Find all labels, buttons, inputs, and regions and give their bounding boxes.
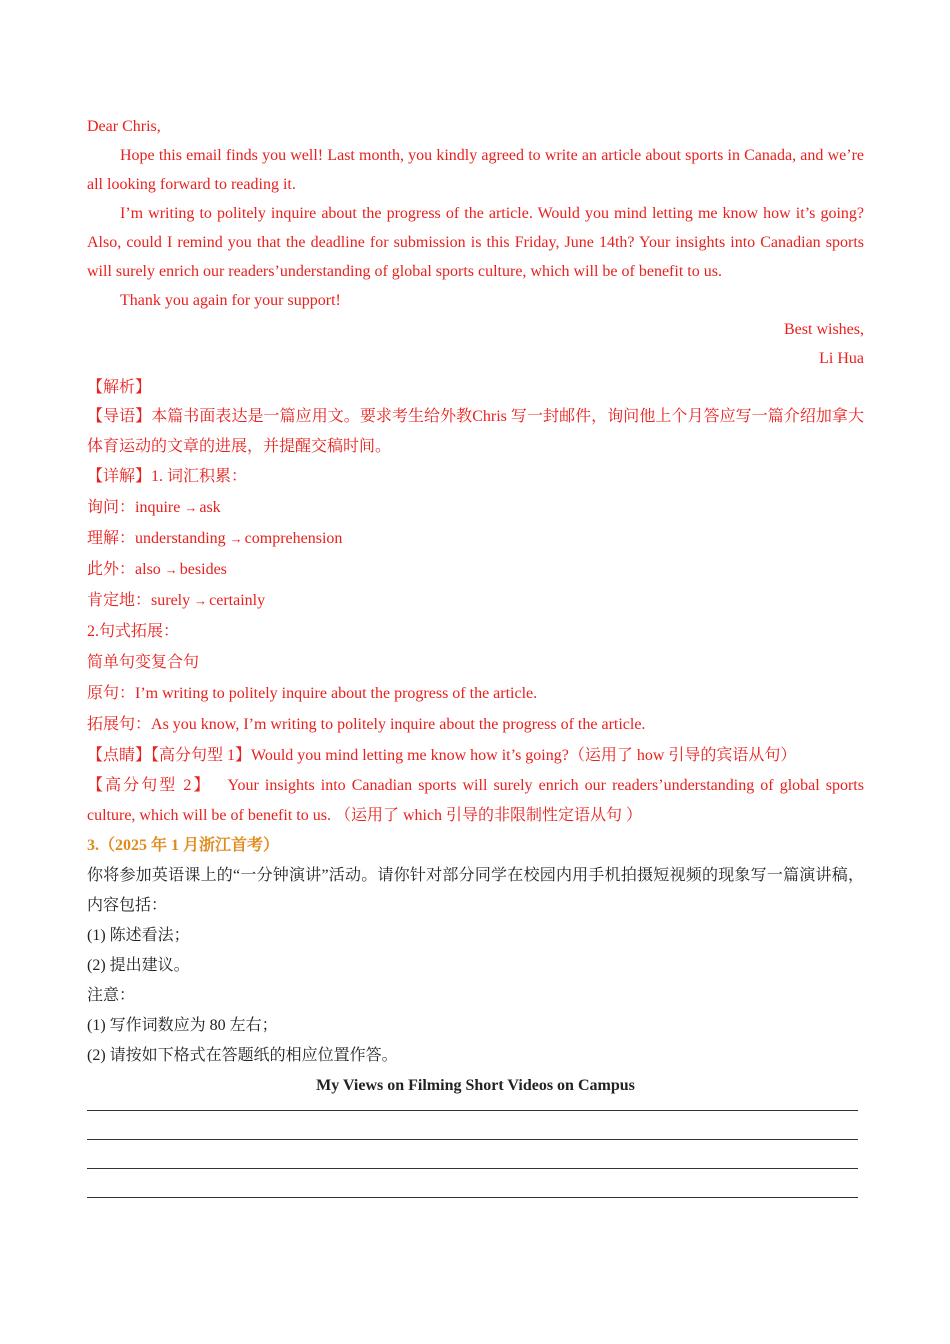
letter-greeting: Dear Chris,	[87, 118, 161, 135]
analysis-intro	[87, 402, 864, 462]
vocab-item: 理解：understanding → comprehension	[87, 530, 343, 547]
question-item: (2) 提出建议。	[87, 957, 190, 974]
vocab-item: 询问：inquire → ask	[87, 499, 221, 516]
letter-signature: Li Hua	[819, 350, 864, 367]
note-item: (2) 请按如下格式在答题纸的相应位置作答。	[87, 1047, 398, 1064]
document-page	[87, 112, 864, 1198]
question-title: 3.（2025 年 1 月浙江首考）	[87, 837, 280, 854]
essay-title: My Views on Filming Short Videos on Campus	[316, 1077, 635, 1094]
original-sentence: 原句：I’m writing to politely inquire about the progress of the article.	[87, 685, 538, 702]
notes-title: 注意：	[87, 987, 136, 1004]
answer-line[interactable]	[87, 1169, 858, 1198]
detail-label: 【详解】	[87, 468, 152, 485]
highlight-pattern-1: 【点睛】【高分句型 1】Would you mind letting me know how it’s going?（运用了 how 引导的宾语从句）	[87, 747, 797, 764]
answer-line[interactable]	[87, 1111, 858, 1140]
sentence-title: 2.句式拓展：	[87, 623, 180, 640]
arrow-icon: →	[229, 531, 243, 546]
vocab-item: 此外：also → besides	[87, 561, 227, 578]
analysis-detail	[87, 462, 864, 492]
question-prompt: 你将参加英语课上的“一分钟演讲”活动。请你针对部分同学在校园内用手机拍摄短视频的现象写一篇演讲稿，内容包括：	[87, 867, 864, 914]
expanded-sentence: 拓展句：As you know, I’m writing to politely inquire about the progress of the article.	[87, 716, 646, 733]
intro-label: 【导语】	[87, 408, 152, 425]
arrow-icon: →	[164, 562, 178, 577]
detail-title: 1. 词汇积累：	[151, 468, 248, 485]
question-item: (1) 陈述看法；	[87, 927, 190, 944]
arrow-icon: →	[184, 500, 198, 515]
analysis-heading: 【解析】	[87, 379, 152, 396]
letter-paragraph-3: Thank you again for your support!	[120, 292, 341, 309]
vocab-item: 肯定地：surely → certainly	[87, 592, 266, 609]
sentence-subtitle: 简单句变复合句	[87, 654, 200, 671]
letter-closing: Best wishes,	[784, 321, 864, 338]
vocab-list	[87, 492, 864, 616]
letter-paragraph-2: I’m writing to politely inquire about the progress of the article. Would you mind letting me know how it’s going? Also, could I remind you that the deadline for submission is this Friday, June 14th? Your insights into Canadian sports will surely enrich our readers’understanding of global sports culture, which will be of benefit to us.	[87, 205, 864, 280]
note-item: (1) 写作词数应为 80 左右；	[87, 1017, 278, 1034]
answer-area[interactable]	[87, 1100, 864, 1198]
letter-paragraph-1: Hope this email finds you well! Last month, you kindly agreed to write an article about sports in Canada, and we’re all looking forward to reading it.	[87, 147, 864, 193]
answer-line[interactable]	[87, 1100, 858, 1111]
answer-line[interactable]	[87, 1140, 858, 1169]
highlight-pattern-2: 【高分句型 2】 Your insights into Canadian sports will surely enrich our readers’understanding of global sports culture, which will be of benefit to us. （运用了 which 引导的非限制性定语从句 ）	[87, 777, 864, 824]
arrow-icon: →	[194, 593, 208, 608]
intro-text: 本篇书面表达是一篇应用文。要求考生给外教Chris 写一封邮件，询问他上个月答应写一篇介绍加拿大体育运动的文章的进展，并提醒交稿时间。	[87, 408, 864, 455]
